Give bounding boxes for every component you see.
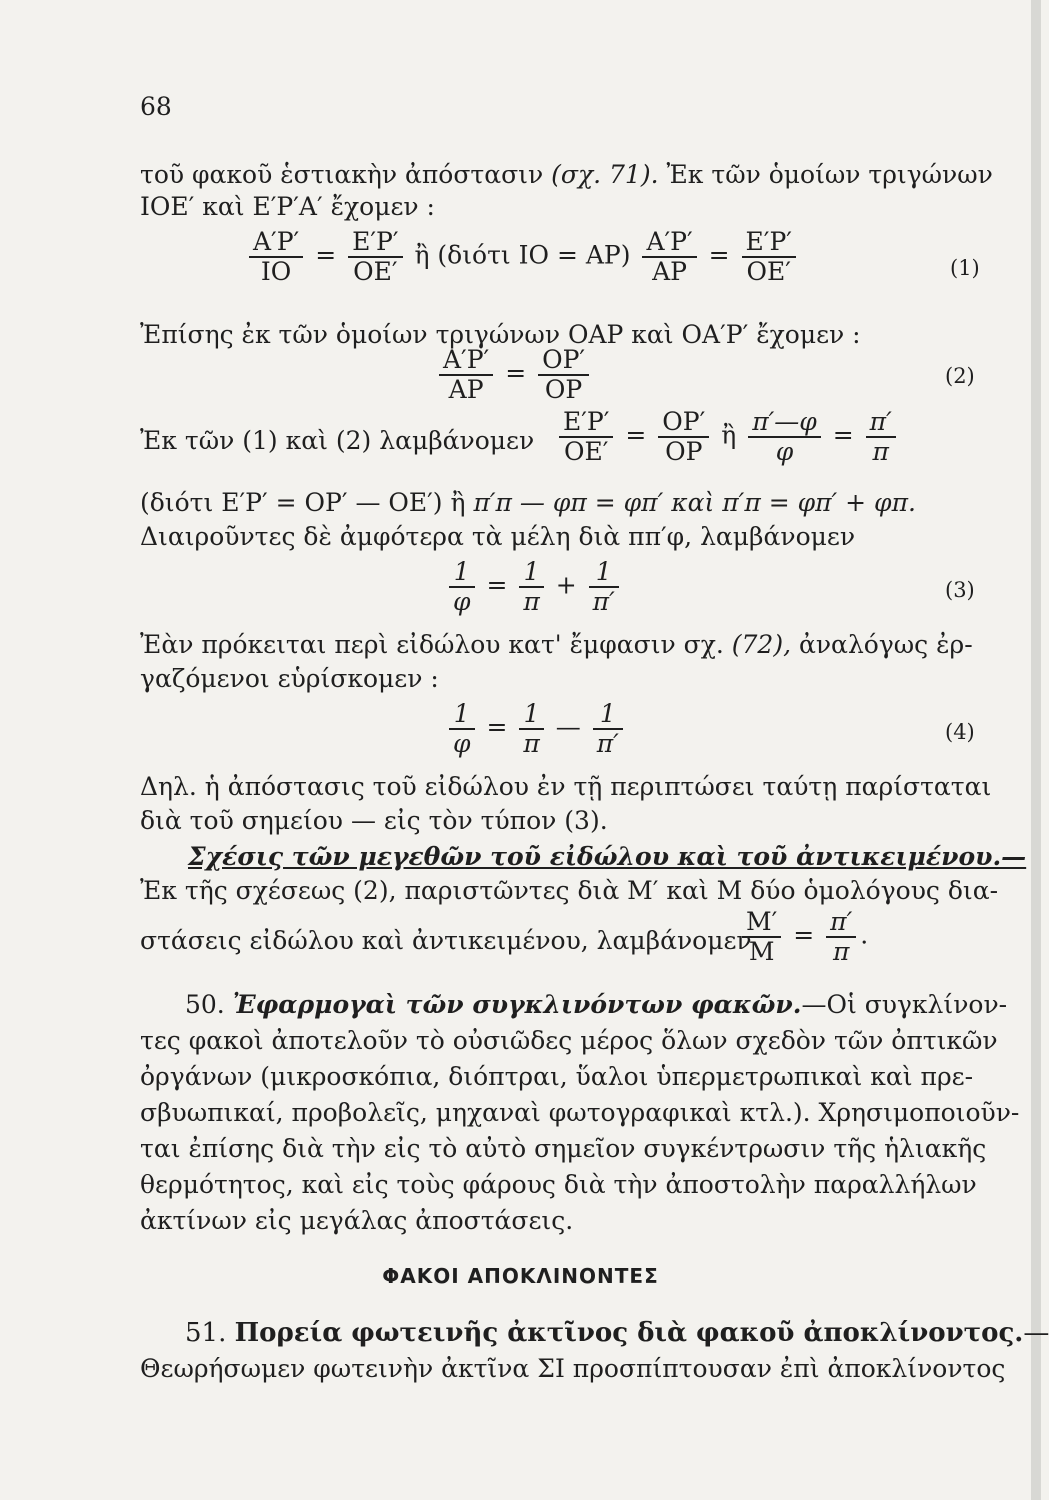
fraction: $\frac{E'P'}{OE'}$ (348, 228, 402, 286)
fraction: $\frac{OP'}{OP}$ (538, 346, 589, 404)
text-segment: —Οἱ συγκλίνον- (801, 990, 1008, 1019)
text-line-15: τες φακοὶ ἀποτελοῦν τὸ οὐσιῶδες μέρος ὅλων σχεδὸν τῶν ὀπτικῶν (140, 1026, 998, 1055)
fraction: $\frac{A'P'}{AP}$ (439, 346, 493, 404)
text-segment: (διότι Ε′Ρ′ = ΟΡ′ — ΟΕ′) ἢ (140, 488, 474, 517)
text-line-7 (140, 630, 973, 659)
equation-1: $\frac{A'P'}{IO}$ = $\frac{E'P'}{OE'}$ ἢ (διότι ΙΟ = ΑΡ) $\frac{A'P'}{AP}$ = $\frac{E'P'}{OE'}$ (245, 228, 800, 286)
section-51-heading-line (185, 1318, 1049, 1348)
fraction: $\frac{A'P'}{AP}$ (642, 228, 696, 286)
equation-number-3: (3) (945, 578, 975, 602)
figure-reference: (72), (731, 630, 792, 659)
text-line-22: Θεωρήσωμεν φωτεινὴν ἀκτῖνα ΣΙ προσπίπτουσαν ἐπὶ ἀποκλίνοντος (140, 1354, 1006, 1383)
figure-reference: (σχ. 71). (551, 160, 659, 189)
equation-2: $\frac{A'P'}{AP}$ = $\frac{OP'}{OP}$ (435, 346, 593, 404)
text-line-8: γαζόμενοι εὑρίσκομεν : (140, 664, 439, 693)
equation-number-1: (1) (950, 256, 980, 280)
text-line-19: θερμότητος, καὶ εἰς τοὺς φάρους διὰ τὴν ἀποστολὴν παραλλήλων (140, 1170, 977, 1199)
text-line-3: Ἐπίσης ἐκ τῶν ὁμοίων τριγώνων ΟΑΡ καὶ ΟΑ′Ρ′ ἔχομεν : (140, 320, 861, 349)
text-line-6: Διαιροῦντες δὲ ἀμφότερα τὰ μέλη διὰ ππ′φ, λαμβάνομεν (140, 522, 856, 551)
section-title: Ἐφαρμογαὶ τῶν συγκλινόντων φακῶν. (232, 990, 802, 1019)
section-number: 50. (185, 990, 233, 1019)
fraction: $\frac{1}{\pi}$ (519, 558, 543, 616)
text-segment: ἀναλόγως ἐρ- (791, 630, 973, 659)
section-title: Πορεία φωτεινῆς ἀκτῖνος διὰ φακοῦ ἀποκλίνοντος. (234, 1318, 1024, 1348)
text-segment: τοῦ φακοῦ ἑστιακὴν ἀπόστασιν (140, 160, 552, 189)
text-line-5 (140, 488, 916, 517)
fraction: $\frac{1}{\pi'}$ (589, 558, 619, 616)
fraction: $\frac{1}{\varphi}$ (449, 700, 475, 758)
text-line-18: ται ἐπίσης διὰ τὴν εἰς τὸ αὐτὸ σημεῖον συγκέντρωσιν τῆς ἡλιακῆς (140, 1134, 987, 1163)
text-segment: Ἐκ τῶν ὁμοίων τριγώνων (658, 160, 993, 189)
fraction: $\frac{\pi'—\varphi}{\varphi}$ (748, 408, 821, 466)
equation-4: $\frac{1}{\varphi}$ = $\frac{1}{\pi}$ + $\frac{1}{\pi'}$ (445, 558, 623, 616)
fraction: $\frac{OP'}{OP}$ (658, 408, 709, 466)
fraction: $\frac{M'}{M}$ (742, 908, 781, 966)
fraction: $\frac{\pi'}{\pi}$ (866, 408, 896, 466)
text-line-2: ΙΟΕ′ καὶ Ε′Ρ′Α′ ἔχομεν : (140, 192, 435, 221)
chapter-heading: ΦΑΚΟΙ ΑΠΟΚΛΙΝΟΝΤΕΣ (382, 1264, 659, 1288)
fraction: $\frac{E'P'}{OE'}$ (742, 228, 796, 286)
section-subheading: Σχέσις τῶν μεγεθῶν τοῦ εἰδώλου καὶ τοῦ ἀντικειμένου.— (188, 842, 1027, 871)
equation-number-4: (4) (945, 720, 975, 744)
equation-number-2: (2) (945, 364, 975, 388)
fraction: $\frac{A'P'}{IO}$ (249, 228, 303, 286)
formula-segment: π′π — φπ = φπ′ καὶ π′π = φπ′ + φπ. (473, 488, 916, 517)
text-line-20: ἀκτίνων εἰς μεγάλας ἀποστάσεις. (140, 1206, 574, 1235)
equation-3: $\frac{E'P'}{OE'}$ = $\frac{OP'}{OP}$ ἢ $\frac{\pi'—\varphi}{\varphi}$ = $\frac{\pi'}{\pi}$ (555, 408, 900, 466)
text-line-12: Ἐκ τῆς σχέσεως (2), παριστῶντες διὰ Μ′ καὶ Μ δύο ὁμολόγους δια- (140, 876, 999, 905)
fraction: $\frac{1}{\pi}$ (519, 700, 543, 758)
text-line-9: Δηλ. ἡ ἀπόστασις τοῦ εἰδώλου ἐν τῇ περιπτώσει ταύτῃ παρίσταται (140, 772, 992, 801)
equation-6: $\frac{M'}{M}$ = $\frac{\pi'}{\pi}$ . (738, 908, 868, 966)
text-line-4: Ἐκ τῶν (1) καὶ (2) λαμβάνομεν (140, 426, 535, 455)
fraction: $\frac{1}{\varphi}$ (449, 558, 475, 616)
text-line-16: ὀργάνων (μικροσκόπια, διόπτραι, ὕαλοι ὑπερμετρωπικαὶ καὶ πρε- (140, 1062, 974, 1091)
text-segment: Ἐὰν πρόκειται περὶ εἰδώλου κατ' ἔμφασιν σχ. (140, 630, 732, 659)
fraction: $\frac{1}{\pi'}$ (593, 700, 623, 758)
text-line-10: διὰ τοῦ σημείου — εἰς τὸν τύπον (3). (140, 806, 608, 835)
text-line-13: στάσεις εἰδώλου καὶ ἀντικειμένου, λαμβάνομεν (140, 926, 752, 955)
text-line-17: σβυωπικαί, προβολεῖς, μηχαναὶ φωτογραφικαὶ κτλ.). Χρησιμοποιοῦν- (140, 1098, 1020, 1127)
equation-5: $\frac{1}{\varphi}$ = $\frac{1}{\pi}$ — $\frac{1}{\pi'}$ (445, 700, 627, 758)
text-segment: — (1023, 1318, 1049, 1348)
fraction: $\frac{\pi'}{\pi}$ (826, 908, 856, 966)
section-50-heading-line (185, 990, 1007, 1019)
section-number: 51. (185, 1318, 235, 1348)
page-number: 68 (140, 92, 172, 121)
text-line-1 (140, 160, 993, 189)
fraction: $\frac{E'P'}{OE'}$ (559, 408, 613, 466)
